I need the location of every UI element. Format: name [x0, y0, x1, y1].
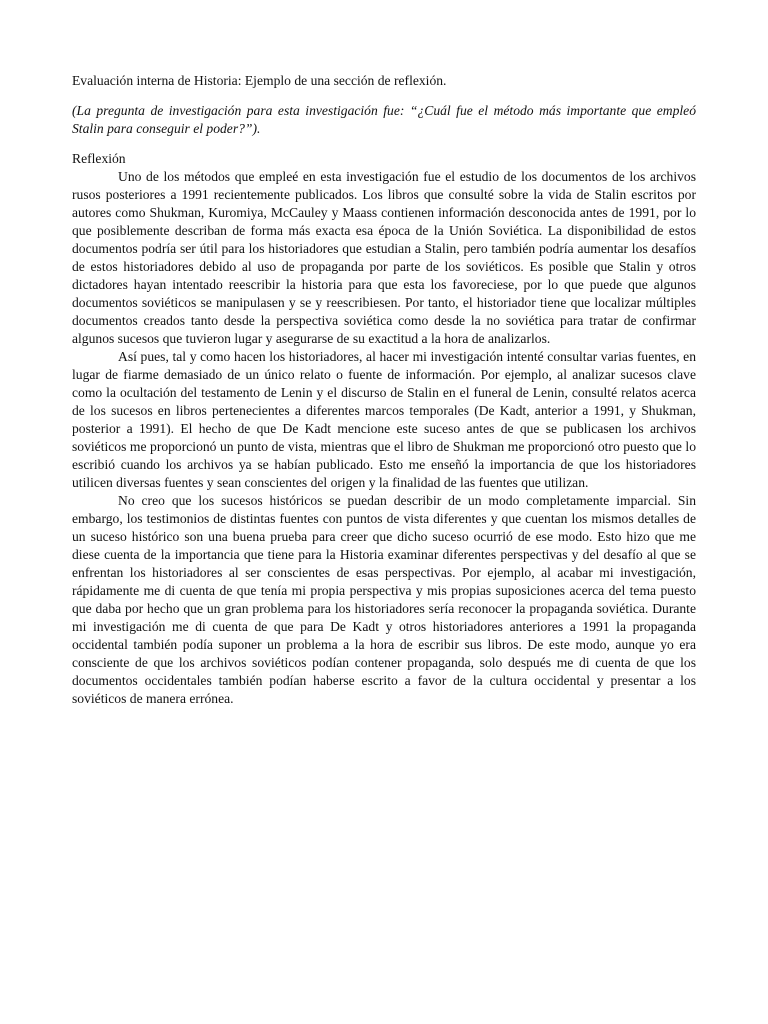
- document-content: [72, 72, 696, 708]
- paragraph-1: Uno de los métodos que empleé en esta investigación fue el estudio de los documentos de los archivos rusos posteriores a 1991 recientemente publicados. Los libros que consulté sobre la vida de Stalin escritos por autores como Shukman, Kuromiya, McCauley y Maass contienen información desconocida antes de 1991, por lo que posiblemente describan de forma más exacta esa época de la Unión Soviética. La disponibilidad de estos documentos podría ser útil para los historiadores que estudian a Stalin, pero también podría aumentar los desafíos de estos historiadores debido al uso de propaganda por parte de los soviéticos. Es posible que Stalin y otros dictadores hayan intentado reescribir la historia para que esta los favoreciese, por lo que puede que algunos documentos soviéticos se manipulasen y se y reescribiesen. Por tanto, el historiador tiene que localizar múltiples documentos creados tanto desde la perspectiva soviética como desde la no soviética para tratar de confirmar algunos sucesos que tuvieron lugar y asegurarse de su exactitud a la hora de analizarlos.: [72, 169, 696, 346]
- document-title: Evaluación interna de Historia: Ejemplo de una sección de reflexión.: [72, 73, 447, 88]
- research-question-note: (La pregunta de investigación para esta investigación fue: “¿Cuál fue el método más importante que empleó Stalin para conseguir el poder?”).: [72, 103, 696, 136]
- section-heading: Reflexión: [72, 151, 126, 166]
- paragraph-3: No creo que los sucesos históricos se puedan describir de un modo completamente imparcial. Sin embargo, los testimonios de distintas fuentes con puntos de vista diferentes y que cuentan los mismos detalles de un suceso histórico son una buena prueba para creer que dicho suceso ocurrió de ese modo. Esto hizo que me diese cuenta de la importancia que tiene para la Historia examinar diferentes perspectivas y del desafío al que se enfrentan los historiadores al ser conscientes de esas perspectivas. Por ejemplo, al acabar mi investigación, rápidamente me di cuenta de que tenía mi propia perspectiva y mis propias suposiciones acerca del tema puesto que daba por hecho que un gran problema para los historiadores sería reconocer la propaganda soviética. Durante mi investigación me di cuenta de que para De Kadt y otros historiadores anteriores a 1991 la propaganda occidental también podía suponer un problema a la hora de escribir sus libros. De este modo, aunque yo era consciente de que los archivos soviéticos podían contener propaganda, solo después me di cuenta de que los documentos occidentales también podían haberse escrito a favor de la cultura occidental y presentar a los soviéticos de manera errónea.: [72, 493, 696, 706]
- paragraph-2: Así pues, tal y como hacen los historiadores, al hacer mi investigación intenté consultar varias fuentes, en lugar de fiarme demasiado de un único relato o fuente de información. Por ejemplo, al analizar sucesos clave como la ocultación del testamento de Lenin y el discurso de Stalin en el funeral de Lenin, consulté relatos acerca de los sucesos en libros pertenecientes a diferentes marcos temporales (De Kadt, anterior a 1991, y Shukman, posterior a 1991). El hecho de que De Kadt mencione este suceso antes de que se publicasen los archivos soviéticos me proporcionó un punto de vista, mientras que el libro de Shukman me proporcionó otro puesto que lo escribió cuando los archivos ya se habían publicado. Esto me enseñó la importancia de que los historiadores utilicen diversas fuentes y sean conscientes del origen y la finalidad de las fuentes que utilizan.: [72, 349, 696, 490]
